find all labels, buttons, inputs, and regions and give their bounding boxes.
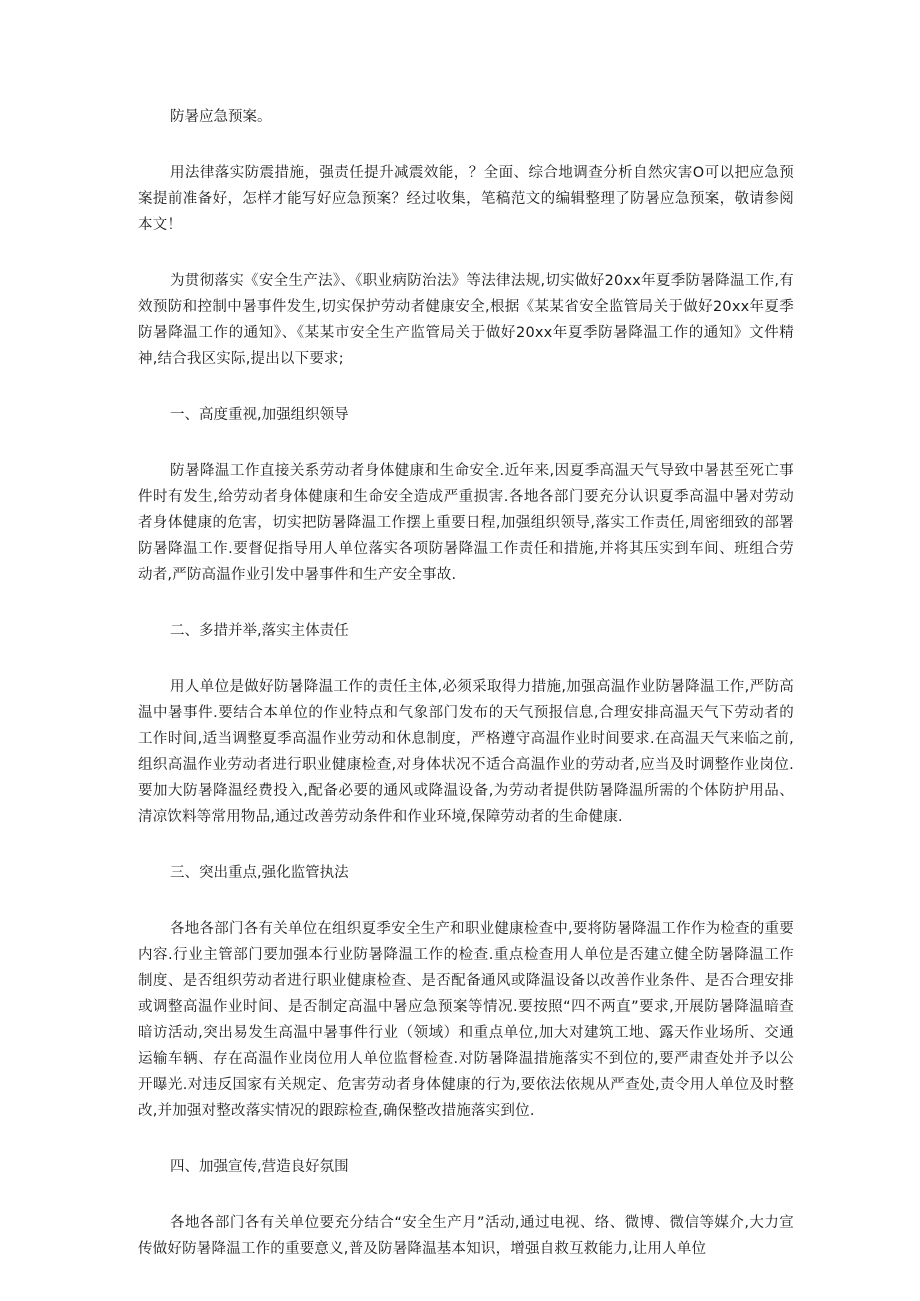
document-page <box>138 104 794 1292</box>
section-body-2: 用人单位是做好防暑降温工作的责任主体,必须采取得力措施,加强高温作业防暑降温工作,严防高温中暑事件.要结合本单位的作业特点和气象部门发布的天气预报信息,合理安排高温天气下劳动者的工作时间,适当调整夏季高温作业劳动和休息制度，严格遵守高温作业时间要求.在高温天气来临之前,组织高温作业劳动者进行职业健康检查,对身体状况不适合高温作业的劳动者,应当及时调整作业岗位.要加大防暑降温经费投入,配备必要的通风或降温设备,为劳动者提供防暑降温所需的个体防护用品、清凉饮料等常用物品,通过改善劳动条件和作业环境,保障劳动者的生命健康. <box>138 679 794 825</box>
section-heading-2: 二、多措并举,落实主体责任 <box>170 623 349 639</box>
preamble-paragraph: 为贯彻落实《安全生产法》、《职业病防治法》等法律法规,切实做好20xx年夏季防暑降温工作,有效预防和控制中暑事件发生,切实保护劳动者健康安全,根据《某某省安全监管局关于做好20xx年夏季防暑降温工作的通知》、《某某市安全生产监管局关于做好20xx年夏季防暑降温工作的通知》文件精神,结合我区实际,提出以下要求; <box>138 273 794 367</box>
section-body-3: 各地各部门各有关单位在组织夏季安全生产和职业健康检查中,要将防暑降温工作作为检查的重要内容.行业主管部门要加强本行业防暑降温工作的检查.重点检查用人单位是否建立健全防暑降温工作制度、是否组织劳动者进行职业健康检查、是否配备通风或降温设备以改善作业条件、是否合理安排或调整高温作业时间、是否制定高温中暑应急预案等情况.要按照“四不两直”要求,开展防暑降温暗查暗访活动,突出易发生高温中暑事件行业（领域）和重点单位,加大对建筑工地、露天作业场所、交通运输车辆、存在高温作业岗位用人单位监督检查.对防暑降温措施落实不到位的,要严肃查处并予以公开曝光.对违反国家有关规定、危害劳动者身体健康的行为,要依法依规从严查处,责令用人单位及时整改,并加强对整改落实情况的跟踪检查,确保整改措施落实到位. <box>138 921 794 1119</box>
document-title: 防暑应急预案。 <box>170 109 272 125</box>
intro-paragraph: 用法律落实防震措施，强责任提升减震效能，？全面、综合地调查分析自然灾害O可以把应急预案提前准备好，怎样才能写好应急预案？经过收集，笔稿范文的编辑整理了防暑应急预案，敬请参阅本文！ <box>138 165 794 233</box>
section-heading-1: 一、高度重视,加强组织领导 <box>170 407 349 423</box>
section-body-1: 防暑降温工作直接关系劳动者身体健康和生命安全.近年来,因夏季高温天气导致中暑甚至死亡事件时有发生,给劳动者身体健康和生命安全造成严重损害.各地各部门要充分认识夏季高温中暑对劳动者身体健康的危害，切实把防暑降温工作摆上重要日程,加强组织领导,落实工作责任,周密细致的部署防暑降温工作.要督促指导用人单位落实各项防暑降温工作责任和措施,并将其压实到车间、班组合劳动者,严防高温作业引发中暑事件和生产安全事故. <box>138 463 794 583</box>
section-heading-3: 三、突出重点,强化监管执法 <box>170 865 349 881</box>
section-body-4: 各地各部门各有关单位要充分结合“安全生产月”活动,通过电视、络、微博、微信等媒介,大力宣传做好防暑降温工作的重要意义,普及防暑降温基本知识，增强自救互救能力,让用人单位 <box>138 1215 794 1257</box>
section-heading-4: 四、加强宣传,营造良好氛围 <box>170 1159 349 1175</box>
